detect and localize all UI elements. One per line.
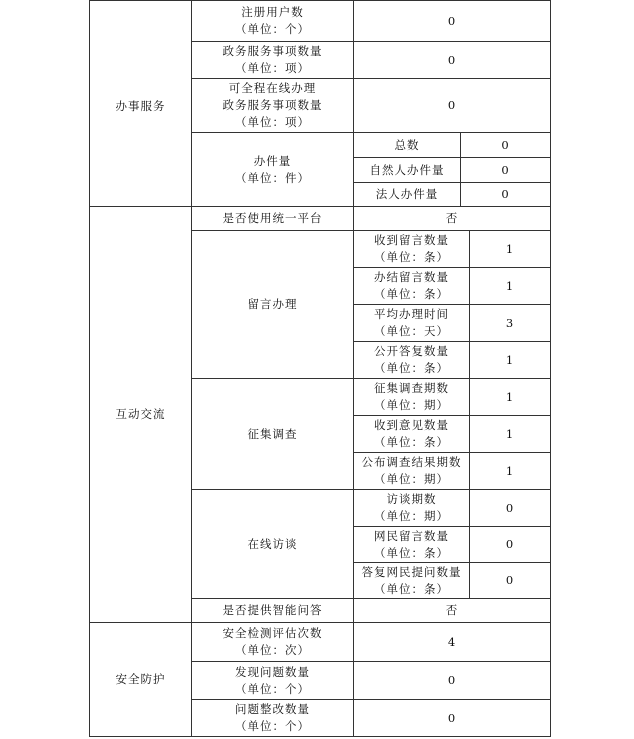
messages-public-replies-value: 1 xyxy=(469,341,551,378)
messages-avg-time-value: 3 xyxy=(469,304,551,341)
survey-group-label: 征集调查 xyxy=(191,378,353,489)
problems-found-value: 0 xyxy=(353,661,551,699)
workload-total-label: 总数 xyxy=(353,132,460,157)
interview-messages-value: 0 xyxy=(469,526,551,562)
service-items-label: 政务服务事项数量 （单位：项） xyxy=(191,41,353,78)
section-service: 办事服务 xyxy=(89,0,191,206)
messages-received-value: 1 xyxy=(469,230,551,267)
unified-platform-value: 否 xyxy=(353,206,551,230)
section-security: 安全防护 xyxy=(89,622,191,737)
workload-legal-value: 0 xyxy=(460,182,551,206)
workload-total-value: 0 xyxy=(460,132,551,157)
statistics-table xyxy=(89,0,551,739)
workload-natural-label: 自然人办件量 xyxy=(353,157,460,182)
survey-periods-label: 征集调查期数 （单位：期） xyxy=(353,378,469,415)
smart-qa-value: 否 xyxy=(353,598,551,622)
messages-avg-time-label: 平均办理时间 （单位：天） xyxy=(353,304,469,341)
messages-handled-label: 办结留言数量 （单位：条） xyxy=(353,267,469,304)
workload-natural-value: 0 xyxy=(460,157,551,182)
smart-qa-label: 是否提供智能问答 xyxy=(191,598,353,622)
interview-periods-value: 0 xyxy=(469,489,551,526)
problems-found-label: 发现问题数量 （单位：个） xyxy=(191,661,353,699)
workload-legal-label: 法人办件量 xyxy=(353,182,460,206)
online-items-value: 0 xyxy=(353,78,551,132)
interview-messages-label: 网民留言数量 （单位：条） xyxy=(353,526,469,562)
section-interaction: 互动交流 xyxy=(89,206,191,622)
problems-fixed-label: 问题整改数量 （单位：个） xyxy=(191,699,353,737)
survey-results-label: 公布调查结果期数 （单位：期） xyxy=(353,452,469,489)
survey-opinions-label: 收到意见数量 （单位：条） xyxy=(353,415,469,452)
survey-opinions-value: 1 xyxy=(469,415,551,452)
interview-periods-label: 访谈期数 （单位：期） xyxy=(353,489,469,526)
registered-users-value: 0 xyxy=(353,0,551,41)
unified-platform-label: 是否使用统一平台 xyxy=(191,206,353,230)
evaluations-label: 安全检测评估次数 （单位：次） xyxy=(191,622,353,661)
messages-group-label: 留言办理 xyxy=(191,230,353,378)
survey-results-value: 1 xyxy=(469,452,551,489)
service-items-value: 0 xyxy=(353,41,551,78)
evaluations-value: 4 xyxy=(353,622,551,661)
messages-public-replies-label: 公开答复数量 （单位：条） xyxy=(353,341,469,378)
workload-label: 办件量 （单位：件） xyxy=(191,132,353,206)
online-items-label: 可全程在线办理 政务服务事项数量 （单位：项） xyxy=(191,78,353,132)
survey-periods-value: 1 xyxy=(469,378,551,415)
messages-handled-value: 1 xyxy=(469,267,551,304)
interview-group-label: 在线访谈 xyxy=(191,489,353,598)
registered-users-label: 注册用户数 （单位：个） xyxy=(191,0,353,41)
interview-answered-label: 答复网民提问数量 （单位：条） xyxy=(353,562,469,598)
messages-received-label: 收到留言数量 （单位：条） xyxy=(353,230,469,267)
interview-answered-value: 0 xyxy=(469,562,551,598)
problems-fixed-value: 0 xyxy=(353,699,551,737)
